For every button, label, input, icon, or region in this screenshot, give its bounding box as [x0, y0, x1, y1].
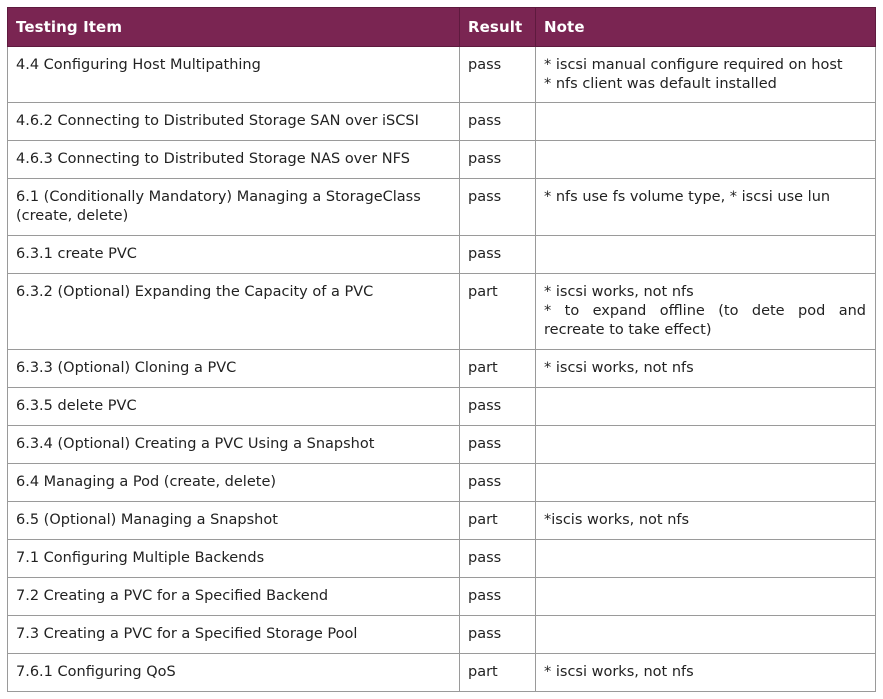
header-result: Result	[460, 8, 536, 47]
cell-result: pass	[460, 236, 536, 274]
note-line: * to expand offline (to dete pod and recreate to take effect)	[544, 303, 866, 338]
cell-testing-item: 7.1 Configuring Multiple Backends	[8, 540, 460, 578]
note-line: * nfs client was default installed	[544, 76, 777, 92]
note-line: * iscsi works, not nfs	[544, 360, 694, 376]
table-row	[8, 578, 876, 616]
table-row	[8, 464, 876, 502]
cell-note	[536, 616, 876, 654]
cell-note	[536, 654, 876, 692]
cell-result: pass	[460, 141, 536, 179]
cell-note	[536, 426, 876, 464]
table-row	[8, 654, 876, 692]
cell-result: pass	[460, 578, 536, 616]
table-row	[8, 426, 876, 464]
cell-testing-item: 6.3.3 (Optional) Cloning a PVC	[8, 350, 460, 388]
table-header	[8, 8, 876, 47]
cell-note	[536, 464, 876, 502]
table-body	[8, 47, 876, 692]
table-row	[8, 616, 876, 654]
cell-testing-item: 6.3.1 create PVC	[8, 236, 460, 274]
cell-result: part	[460, 274, 536, 350]
cell-testing-item: 6.3.2 (Optional) Expanding the Capacity of a PVC	[8, 274, 460, 350]
cell-result: part	[460, 350, 536, 388]
cell-result: pass	[460, 103, 536, 141]
table-row	[8, 540, 876, 578]
cell-note	[536, 350, 876, 388]
cell-result: pass	[460, 540, 536, 578]
cell-testing-item: 4.6.2 Connecting to Distributed Storage SAN over iSCSI	[8, 103, 460, 141]
cell-result: pass	[460, 616, 536, 654]
cell-note	[536, 236, 876, 274]
cell-testing-item: 6.3.5 delete PVC	[8, 388, 460, 426]
table-row	[8, 47, 876, 103]
cell-result: part	[460, 502, 536, 540]
cell-testing-item: 7.6.1 Configuring QoS	[8, 654, 460, 692]
cell-result: pass	[460, 179, 536, 236]
table-row	[8, 236, 876, 274]
header-testing-item: Testing Item	[8, 8, 460, 47]
cell-note	[536, 179, 876, 236]
cell-testing-item: 6.5 (Optional) Managing a Snapshot	[8, 502, 460, 540]
table-row	[8, 274, 876, 350]
cell-note	[536, 141, 876, 179]
cell-testing-item: 4.6.3 Connecting to Distributed Storage NAS over NFS	[8, 141, 460, 179]
cell-note	[536, 540, 876, 578]
note-line: * iscsi works, not nfs	[544, 284, 694, 300]
cell-result: pass	[460, 47, 536, 103]
test-results-table	[7, 7, 876, 692]
cell-result: part	[460, 654, 536, 692]
cell-testing-item: 6.3.4 (Optional) Creating a PVC Using a Snapshot	[8, 426, 460, 464]
cell-note	[536, 103, 876, 141]
table-row	[8, 179, 876, 236]
cell-note	[536, 578, 876, 616]
note-line: *iscis works, not nfs	[544, 512, 690, 528]
note-line: * iscsi works, not nfs	[544, 664, 694, 680]
cell-result: pass	[460, 388, 536, 426]
header-row	[8, 8, 876, 47]
cell-testing-item: 6.4 Managing a Pod (create, delete)	[8, 464, 460, 502]
cell-testing-item: 4.4 Configuring Host Multipathing	[8, 47, 460, 103]
table-row	[8, 388, 876, 426]
table-row	[8, 141, 876, 179]
cell-note	[536, 502, 876, 540]
test-results-table-container	[7, 7, 875, 692]
table-row	[8, 502, 876, 540]
note-line: * iscsi manual configure required on host	[544, 57, 843, 73]
cell-testing-item: 6.1 (Conditionally Mandatory) Managing a StorageClass (create, delete)	[8, 179, 460, 236]
table-row	[8, 350, 876, 388]
cell-result: pass	[460, 464, 536, 502]
cell-note	[536, 388, 876, 426]
note-line: * nfs use fs volume type, * iscsi use lun	[544, 189, 831, 205]
cell-note	[536, 274, 876, 350]
table-row	[8, 103, 876, 141]
cell-testing-item: 7.3 Creating a PVC for a Specified Storage Pool	[8, 616, 460, 654]
header-note: Note	[536, 8, 876, 47]
cell-note	[536, 47, 876, 103]
cell-result: pass	[460, 426, 536, 464]
cell-testing-item: 7.2 Creating a PVC for a Specified Backend	[8, 578, 460, 616]
